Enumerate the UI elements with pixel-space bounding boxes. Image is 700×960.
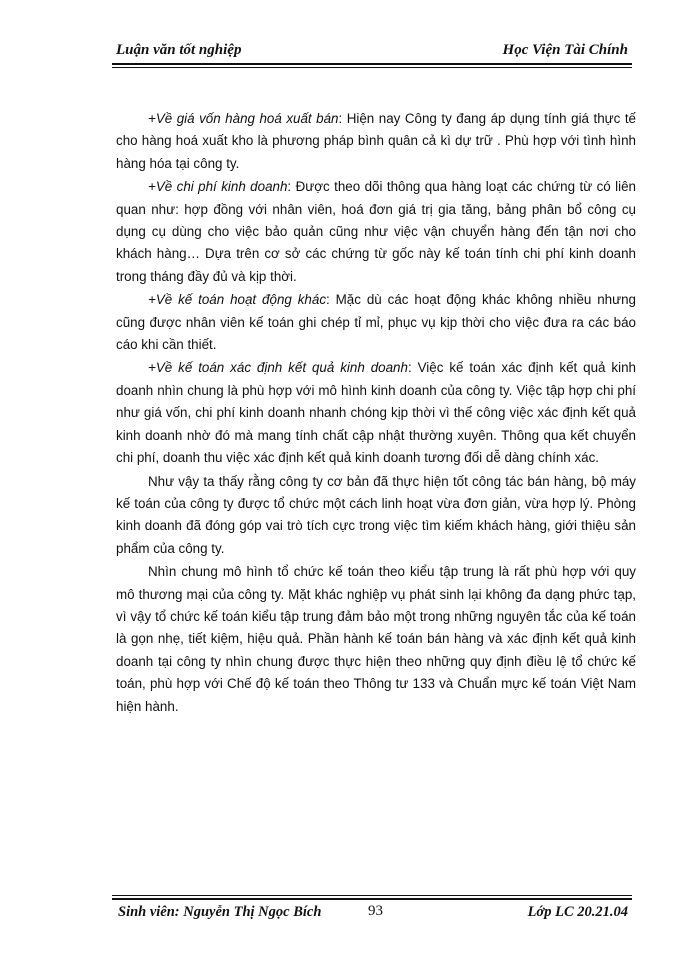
paragraph-lead: +Về kế toán hoạt động khác bbox=[148, 292, 327, 308]
paragraph-text: : Được theo dõi thông qua hàng loạt các chứng từ có liên quan như: hợp đồng với nhân viên, hoá đơn giá trị gia tăng, bảng phân bổ công cụ dụng cụ dùng cho việc bảo quản cũng như việc vận chuyển hàng đến tận nơi cho khách hàng… Dựa trên cơ sở các chứng từ gốc này kế toán tính chi phí kinh doanh trong tháng đầy đủ và kịp thời. bbox=[116, 179, 636, 284]
page-header bbox=[112, 40, 632, 64]
paragraph-business-results bbox=[116, 357, 636, 469]
paragraph-text: : Hiện nay Công ty đang áp dụng tính giá thực tế cho hàng hoá xuất kho là phương pháp bình quân cả kì dự trữ . Phù hợp với tình hình hàng hóa tại công ty. bbox=[116, 111, 637, 171]
paragraph-lead: +Về chi phí kinh doanh bbox=[148, 179, 288, 195]
paragraph-other-activities bbox=[116, 289, 636, 356]
header-rule-thin bbox=[112, 67, 632, 68]
header-thesis-title: Luận văn tốt nghiệp bbox=[116, 42, 242, 58]
header-rule-thick bbox=[112, 63, 632, 65]
footer-rule-thick bbox=[112, 898, 632, 900]
paragraph-cost-of-goods bbox=[116, 108, 636, 175]
body-text bbox=[116, 108, 636, 719]
footer-rule-thin bbox=[112, 895, 632, 896]
page-number: 93 bbox=[368, 903, 383, 919]
paragraph-text: Nhìn chung mô hình tổ chức kế toán theo kiểu tập trung là rất phù hợp với quy mô thương mại của công ty. Mặt khác nghiệp vụ phát sinh lại không đa dạng phức tạp, vì vậy tổ chức kế toán kiểu tập trung đảm bảo một trong những nguyên tắc của kế toán là gọn nhẹ, tiết kiệm, hiệu quả. Phần hành kế toán bán hàng và xác định kết quả kinh doanh tại công ty nhìn chung được thực hiện theo những quy định điều lệ tổ chức kế toán, phù hợp với Chế độ kế toán theo Thông tư 133 và Chuẩn mực kế toán Việt Nam hiện hành. bbox=[116, 564, 636, 714]
footer-student-name: Sinh viên: Nguyễn Thị Ngọc Bích bbox=[118, 904, 322, 920]
paragraph-summary-sales bbox=[116, 471, 636, 561]
paragraph-summary-organization bbox=[116, 561, 636, 718]
paragraph-text: : Mặc dù các hoạt động khác không nhiều nhưng cũng được nhân viên kế toán ghi chép tỉ mỉ, phục vụ kịp thời cho việc đưa ra các báo cáo khi cần thiết. bbox=[116, 292, 636, 353]
paragraph-lead: +Về kế toán xác định kết quả kinh doanh bbox=[148, 360, 408, 376]
page-footer bbox=[112, 902, 632, 926]
paragraph-text: Như vậy ta thấy rằng công ty cơ bản đã thực hiện tốt công tác bán hàng, bộ máy kế toán của công ty được tổ chức một cách linh hoạt vừa đơn giản, vừa hợp lý. Phòng kinh doanh đã đóng góp vai trò tích cực trong việc tìm kiếm khách hàng, giới thiệu sản phẩm của công ty. bbox=[116, 473, 636, 556]
paragraph-text: : Việc kế toán xác định kết quả kinh doanh nhìn chung là phù hợp với mô hình kinh doanh của công ty. Việc tập hợp chi phí như giá vốn, chi phí kinh doanh nhanh chóng kịp thời vì thế công việc xác định kết quả kinh doanh nhờ đó mà mang tính chất cập nhật thường xuyên. Thông qua kết chuyển chi phí, doanh thu việc xác định kết quả kinh doanh tương đối dễ dàng chính xác. bbox=[116, 360, 636, 466]
paragraph-business-expenses bbox=[116, 176, 636, 288]
footer-class: Lớp LC 20.21.04 bbox=[527, 904, 628, 920]
paragraph-lead: +Về giá vốn hàng hoá xuất bán bbox=[148, 111, 339, 126]
header-institution: Học Viện Tài Chính bbox=[502, 42, 628, 58]
